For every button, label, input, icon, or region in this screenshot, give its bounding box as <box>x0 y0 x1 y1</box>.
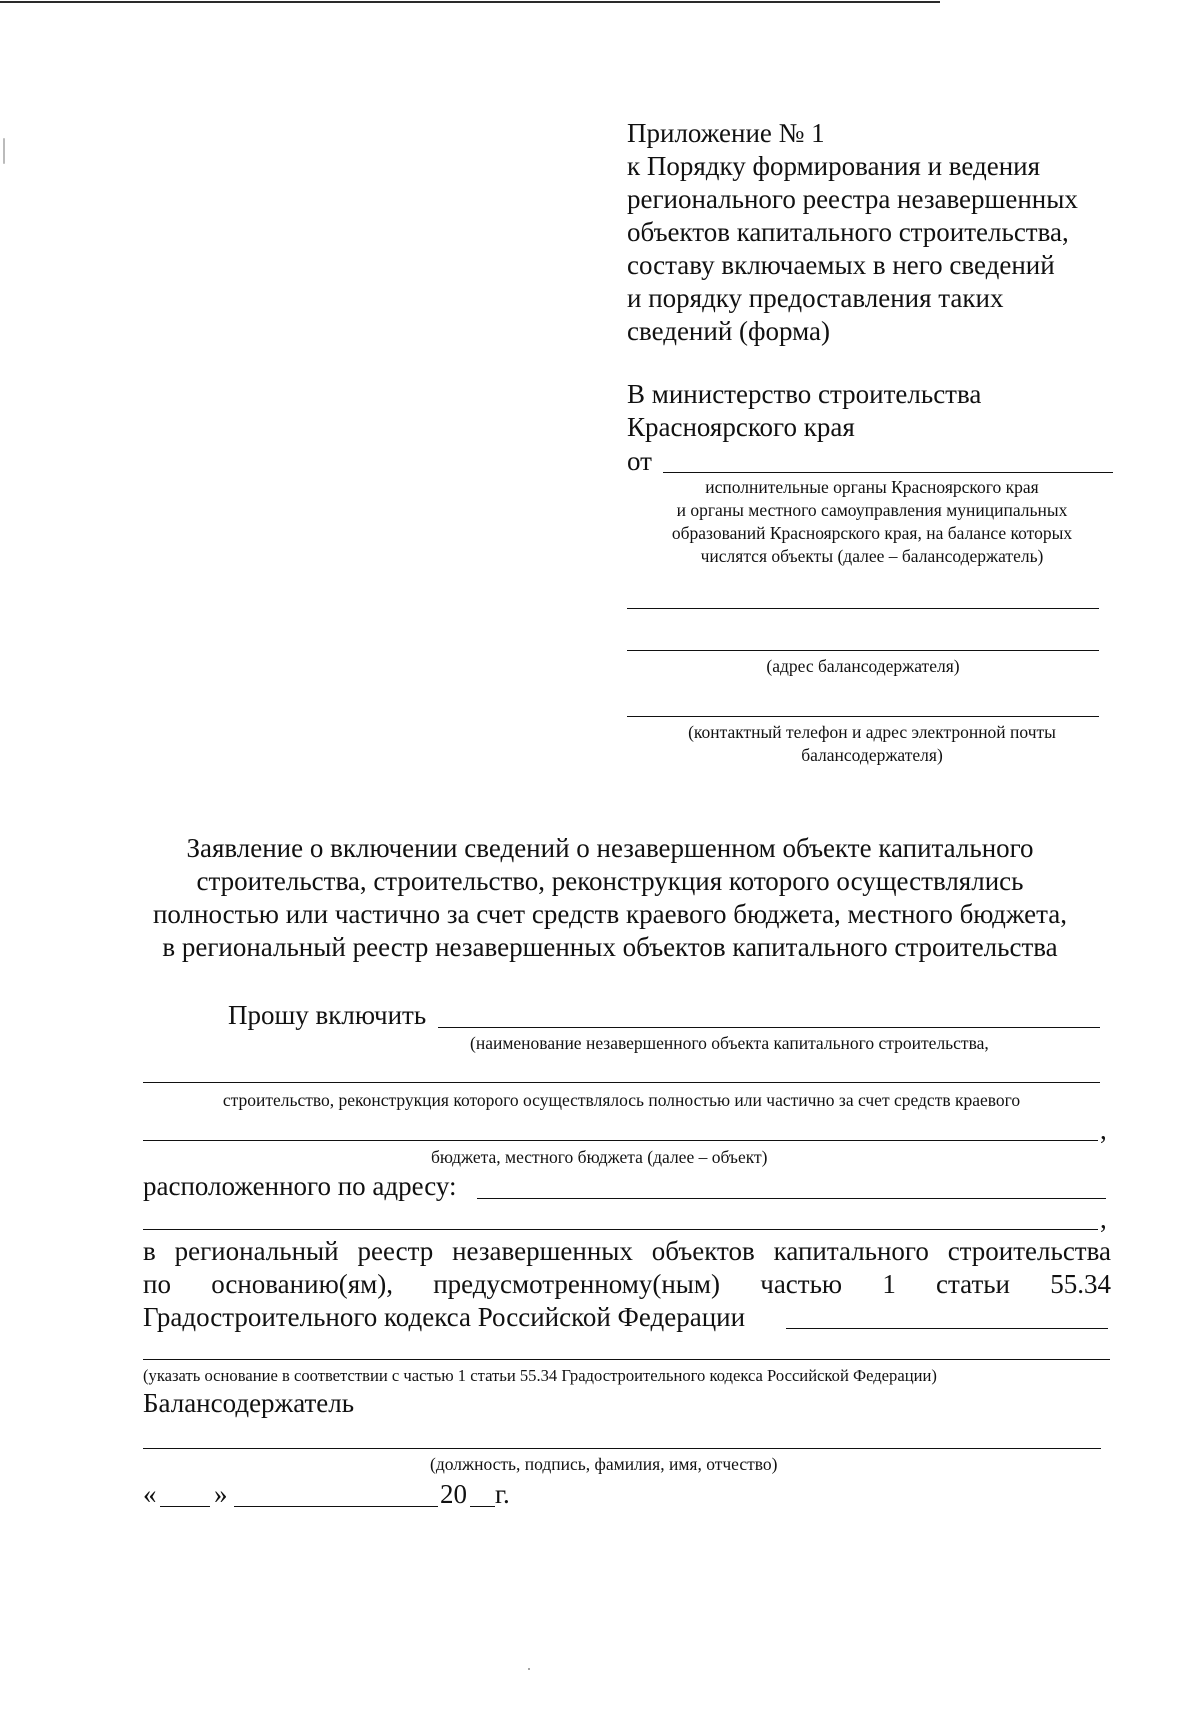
object-name-field-line-3[interactable] <box>143 1140 1098 1141</box>
from-caption-line: исполнительные органы Красноярского края <box>705 477 1039 497</box>
date-year-field-line[interactable] <box>470 1506 495 1507</box>
object-name-field-line[interactable] <box>438 1027 1100 1028</box>
from-caption <box>627 476 1117 568</box>
appendix-header-line: объектов капитального строительства, <box>627 217 1069 247</box>
basis-word: 55.34 <box>1050 1269 1111 1299</box>
appendix-header-line: составу включаемых в него сведений <box>627 250 1055 280</box>
basis-line-2 <box>143 1268 1111 1301</box>
object-caption-3: бюджета, местного бюджета (далее – объект) <box>431 1147 768 1167</box>
document-title-line: в региональный реестр незавершенных объектов капитального строительства <box>162 932 1058 962</box>
scan-speck <box>528 1668 530 1670</box>
basis-field-line[interactable] <box>786 1328 1108 1329</box>
comma-1: , <box>1100 1115 1107 1145</box>
appendix-header-line: Приложение № 1 <box>627 118 825 148</box>
appendix-header-line: к Порядку формирования и ведения <box>627 151 1041 181</box>
signature-field-line[interactable] <box>143 1448 1101 1449</box>
from-caption-line: числятся объекты (далее – балансодержатель) <box>700 546 1044 566</box>
address-label: расположенного по адресу: <box>143 1171 457 1201</box>
object-address-field-line-2[interactable] <box>143 1229 1098 1230</box>
date-month-field-line[interactable] <box>234 1506 438 1507</box>
holder-name-field-line[interactable] <box>627 608 1099 609</box>
appendix-header-line: и порядку предоставления таких <box>627 283 1004 313</box>
date-year-suffix: г. <box>495 1479 510 1509</box>
object-caption-1: (наименование незавершенного объекта капитального строительства, <box>470 1033 989 1053</box>
object-caption-2: строительство, реконструкция которого осуществлялось полностью или частично за счет средств краевого <box>222 1090 1021 1110</box>
appendix-header-line: регионального реестра незавершенных <box>627 184 1078 214</box>
address-caption: (адрес балансодержателя) <box>766 656 960 676</box>
appendix-header <box>627 117 1078 348</box>
document-title <box>130 832 1090 964</box>
basis-word: основанию(ям), <box>211 1269 393 1299</box>
object-name-field-line-2[interactable] <box>143 1082 1100 1083</box>
scan-speck <box>3 138 5 164</box>
basis-word: статьи <box>936 1269 1011 1299</box>
appendix-header-line: сведений (форма) <box>627 316 830 346</box>
date-close-quote: » <box>214 1479 228 1509</box>
addressee-line-1: В министерство строительства <box>627 379 982 409</box>
date-day-field-line[interactable] <box>160 1506 210 1507</box>
basis-word: по <box>143 1269 171 1299</box>
holder-label: Балансодержатель <box>143 1388 355 1418</box>
from-label: от <box>627 446 652 476</box>
basis-line-1: в региональный реестр незавершенных объектов капитального строительства <box>143 1236 1111 1266</box>
signature-caption: (должность, подпись, фамилия, имя, отчество) <box>430 1454 778 1474</box>
contact-caption <box>627 721 1117 767</box>
request-label: Прошу включить <box>228 1000 427 1030</box>
holder-address-field-line[interactable] <box>627 650 1099 651</box>
comma-2: , <box>1100 1204 1107 1234</box>
contact-caption-line: (контактный телефон и адрес электронной почты <box>688 722 1056 742</box>
document-title-line: полностью или частично за счет средств краевого бюджета, местного бюджета, <box>152 899 1067 929</box>
scan-border-line <box>0 1 940 3</box>
basis-word: частью <box>760 1269 843 1299</box>
addressee-line-2: Красноярского края <box>627 412 855 442</box>
contact-caption-line: балансодержателя) <box>801 745 943 765</box>
basis-word: предусмотренному(ным) <box>433 1269 720 1299</box>
from-caption-line: образований Красноярского края, на балансе которых <box>671 523 1073 543</box>
holder-contact-field-line[interactable] <box>627 716 1099 717</box>
basis-field-line-2[interactable] <box>143 1359 1110 1360</box>
basis-word: 1 <box>882 1269 896 1299</box>
from-field-line[interactable] <box>663 472 1113 473</box>
from-caption-line: и органы местного самоуправления муниципальных <box>676 500 1068 520</box>
date-year-prefix: 20 <box>440 1479 467 1509</box>
date-open-quote: « <box>143 1479 157 1509</box>
basis-line-3: Градостроительного кодекса Российской Федерации <box>143 1302 746 1332</box>
object-address-field-line[interactable] <box>477 1198 1106 1199</box>
document-title-line: строительства, строительство, реконструкция которого осуществлялись <box>196 866 1024 896</box>
basis-caption: (указать основание в соответствии с частью 1 статьи 55.34 Градостроительного кодекса Российской Федерации) <box>143 1366 937 1385</box>
document-title-line: Заявление о включении сведений о незавершенном объекте капитального <box>186 833 1034 863</box>
